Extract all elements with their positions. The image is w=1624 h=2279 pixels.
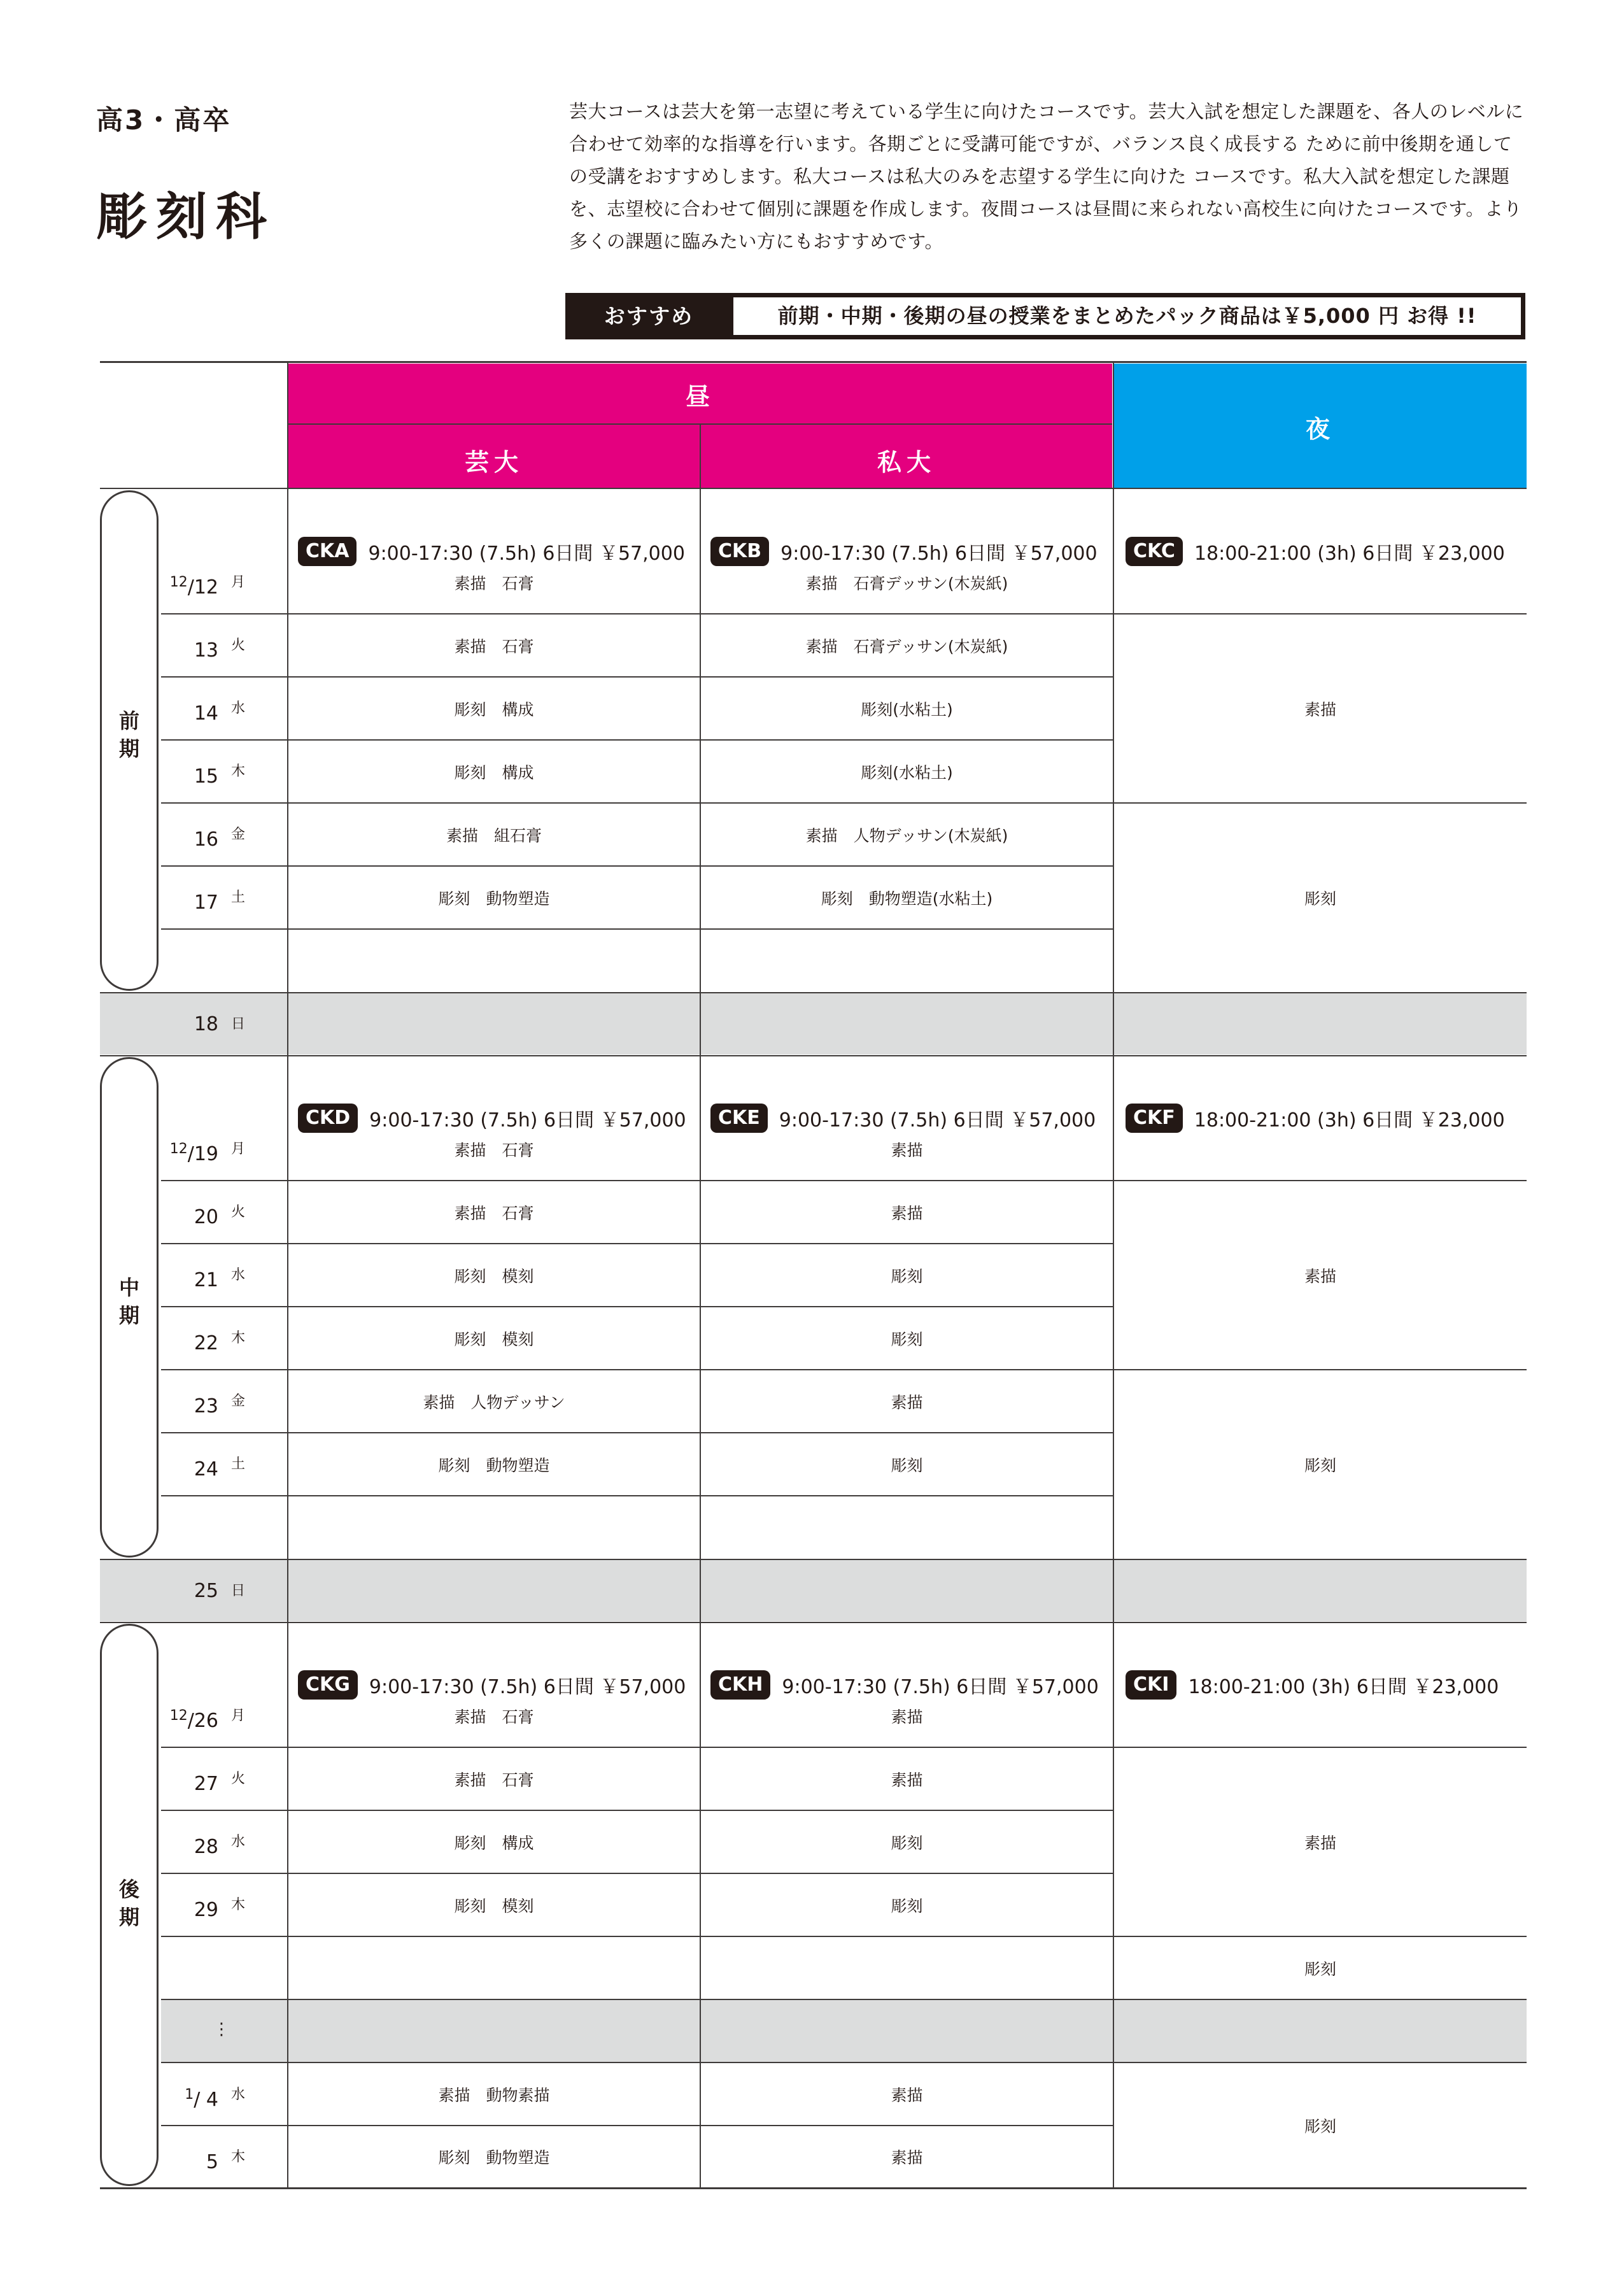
course-night-chuki	[1126, 1099, 1505, 1137]
course-code-badge: CKC	[1126, 537, 1183, 566]
course-info: 9:00-17:30 (7.5h) 6日間 ￥57,000	[782, 1676, 1099, 1698]
course-description: 芸大コースは芸大を第一志望に考えている学生に向けたコースです。芸大入試を想定した課題を、各人のレベルに合わせて効率的な指導を行います。各期ごとに受講可能ですが、バランス良く成長する ために前中後期を通しての受講をおすすめします。私大コースは私大のみを志望する学生に向けた コースです。私大入試を想定した課題を、志望校に合わせて個別に課題を作成します。夜間コースは昼間に来られない高校生に向けたコースです。より多くの課題に臨みたい方にもおすすめです。	[569, 101, 1524, 252]
course-code-badge: CKI	[1126, 1670, 1176, 1700]
schedule-cell: 彫刻 動物塑造	[438, 1456, 550, 1475]
recommend-text: 前期・中期・後期の昼の授業をまとめたパック商品は￥5,000 円 お得 !!	[733, 297, 1521, 335]
course-code-badge: CKA	[298, 537, 357, 566]
schedule-cell: 素描	[891, 1393, 923, 1412]
offday-row-zenki	[100, 993, 1527, 1054]
gap-ellipsis: ⋮	[213, 2020, 230, 2039]
schedule-cell: 素描 人物デッサン	[423, 1393, 565, 1412]
schedule-cell: 彫刻	[891, 1456, 923, 1475]
date-cell: $^1$/ 4 水	[185, 2087, 245, 2111]
date-cell: 29 木	[194, 1897, 245, 1921]
schedule-cell: 彫刻	[891, 1267, 923, 1286]
offday-date: 18 日	[194, 1013, 245, 1035]
schedule-cell: 素描 石膏デッサン(木炭紙)	[805, 574, 1008, 593]
date-cell: 28 水	[194, 1834, 245, 1858]
date-cell: 22 木	[194, 1330, 245, 1354]
schedule-cell: 彫刻 模刻	[454, 1896, 534, 1915]
course-info: 9:00-17:30 (7.5h) 6日間 ￥57,000	[368, 543, 685, 565]
date-cell: $^{12}$/26 月	[169, 1708, 245, 1732]
date-cell: $^{12}$/19 月	[169, 1141, 245, 1165]
schedule-cell: 素描	[891, 1203, 923, 1223]
night-cell: 彫刻	[1304, 1959, 1336, 1978]
day-header-label: 昼	[685, 383, 715, 411]
schedule-cell: 彫刻(水粘土)	[861, 700, 953, 719]
geidai-header-label: 芸大	[464, 448, 523, 476]
period-label-zenki: 前 期	[118, 709, 139, 761]
night-cell: 彫刻	[1304, 1456, 1336, 1475]
schedule-cell: 彫刻 構成	[454, 763, 534, 782]
schedule-cell: 彫刻 構成	[454, 700, 534, 719]
date-cell: 23 金	[194, 1393, 245, 1417]
course-info: 9:00-17:30 (7.5h) 6日間 ￥57,000	[779, 1109, 1096, 1132]
course-code-badge: CKD	[298, 1104, 358, 1133]
schedule-cell: 素描	[891, 2148, 923, 2167]
course-night-zenki	[1126, 532, 1505, 571]
course-info: 18:00-21:00 (3h) 6日間 ￥23,000	[1194, 1109, 1505, 1132]
date-cell: 13 火	[194, 637, 245, 662]
page-title: 彫刻科	[96, 187, 276, 246]
schedule-cell: 彫刻 動物塑造	[438, 2148, 550, 2167]
schedule-cell: 素描 人物デッサン(木炭紙)	[805, 826, 1008, 845]
schedule-cell: 素描	[891, 1140, 923, 1160]
course-info: 9:00-17:30 (7.5h) 6日間 ￥57,000	[369, 1676, 686, 1698]
period-label-chuki: 中 期	[118, 1275, 139, 1328]
night-cell: 素描	[1304, 700, 1336, 719]
schedule-cell: 素描 動物素描	[438, 2086, 550, 2105]
period-label-koki: 後 期	[118, 1877, 139, 1929]
night-cell: 彫刻	[1304, 2117, 1336, 2136]
course-info: 18:00-21:00 (3h) 6日間 ￥23,000	[1188, 1676, 1499, 1698]
course-code-badge: CKG	[298, 1670, 358, 1700]
schedule-cell: 彫刻	[891, 1896, 923, 1915]
schedule-cell: 素描 石膏	[454, 574, 534, 593]
night-header-label: 夜	[1305, 415, 1335, 443]
course-code-badge: CKF	[1126, 1104, 1183, 1133]
schedule-cell: 素描	[891, 2086, 923, 2105]
date-cell: 16 金	[194, 827, 245, 851]
schedule-cell: 彫刻 動物塑造(水粘土)	[821, 889, 993, 908]
schedule-cell: 彫刻 構成	[454, 1833, 534, 1852]
date-cell: 17 土	[194, 890, 245, 914]
course-code-badge: CKB	[710, 537, 769, 566]
schedule-cell: 素描 石膏デッサン(木炭紙)	[805, 637, 1008, 656]
night-cell: 素描	[1304, 1267, 1336, 1286]
course-code-badge: CKH	[710, 1670, 770, 1700]
date-cell: 15 木	[194, 763, 245, 788]
course-night-koki	[1126, 1666, 1499, 1704]
course-code-badge: CKE	[710, 1104, 768, 1133]
date-cell: 20 火	[194, 1204, 245, 1228]
night-cell: 素描	[1304, 1833, 1336, 1852]
recommend-banner	[565, 293, 1525, 339]
schedule-cell: 素描 石膏	[454, 1707, 534, 1726]
schedule-cell: 素描 石膏	[454, 1140, 534, 1160]
schedule-cell: 彫刻 模刻	[454, 1330, 534, 1349]
schedule-cell: 彫刻(水粘土)	[861, 763, 953, 782]
schedule-cell: 素描 石膏	[454, 637, 534, 656]
date-cell: 21 水	[194, 1267, 245, 1291]
date-cell: $^{12}$/12 月	[169, 574, 245, 599]
schedule-cell: 素描 石膏	[454, 1203, 534, 1223]
date-cell: 24 土	[194, 1456, 245, 1480]
schedule-cell: 彫刻	[891, 1833, 923, 1852]
shidai-header-label: 私大	[877, 448, 936, 476]
recommend-label: おすすめ	[604, 304, 694, 329]
grade-label: 高3・高卒	[96, 104, 232, 136]
gap-row-koki	[161, 2000, 1527, 2062]
schedule-cell: 素描	[891, 1707, 923, 1726]
schedule-cell: 彫刻	[891, 1330, 923, 1349]
schedule-cell: 素描 組石膏	[446, 826, 542, 845]
offday-row-chuki	[100, 1559, 1527, 1621]
date-cell: 27 火	[194, 1771, 245, 1795]
schedule-cell: 彫刻 模刻	[454, 1267, 534, 1286]
night-cell: 彫刻	[1304, 889, 1336, 908]
date-cell: 14 水	[194, 700, 245, 725]
date-cell: 5 木	[206, 2149, 245, 2173]
course-info: 9:00-17:30 (7.5h) 6日間 ￥57,000	[369, 1109, 686, 1132]
schedule-cell: 素描 石膏	[454, 1770, 534, 1789]
offday-date: 25 日	[194, 1580, 245, 1602]
course-info: 18:00-21:00 (3h) 6日間 ￥23,000	[1194, 543, 1505, 565]
course-info: 9:00-17:30 (7.5h) 6日間 ￥57,000	[780, 543, 1098, 565]
schedule-cell: 彫刻 動物塑造	[438, 889, 550, 908]
schedule-cell: 素描	[891, 1770, 923, 1789]
